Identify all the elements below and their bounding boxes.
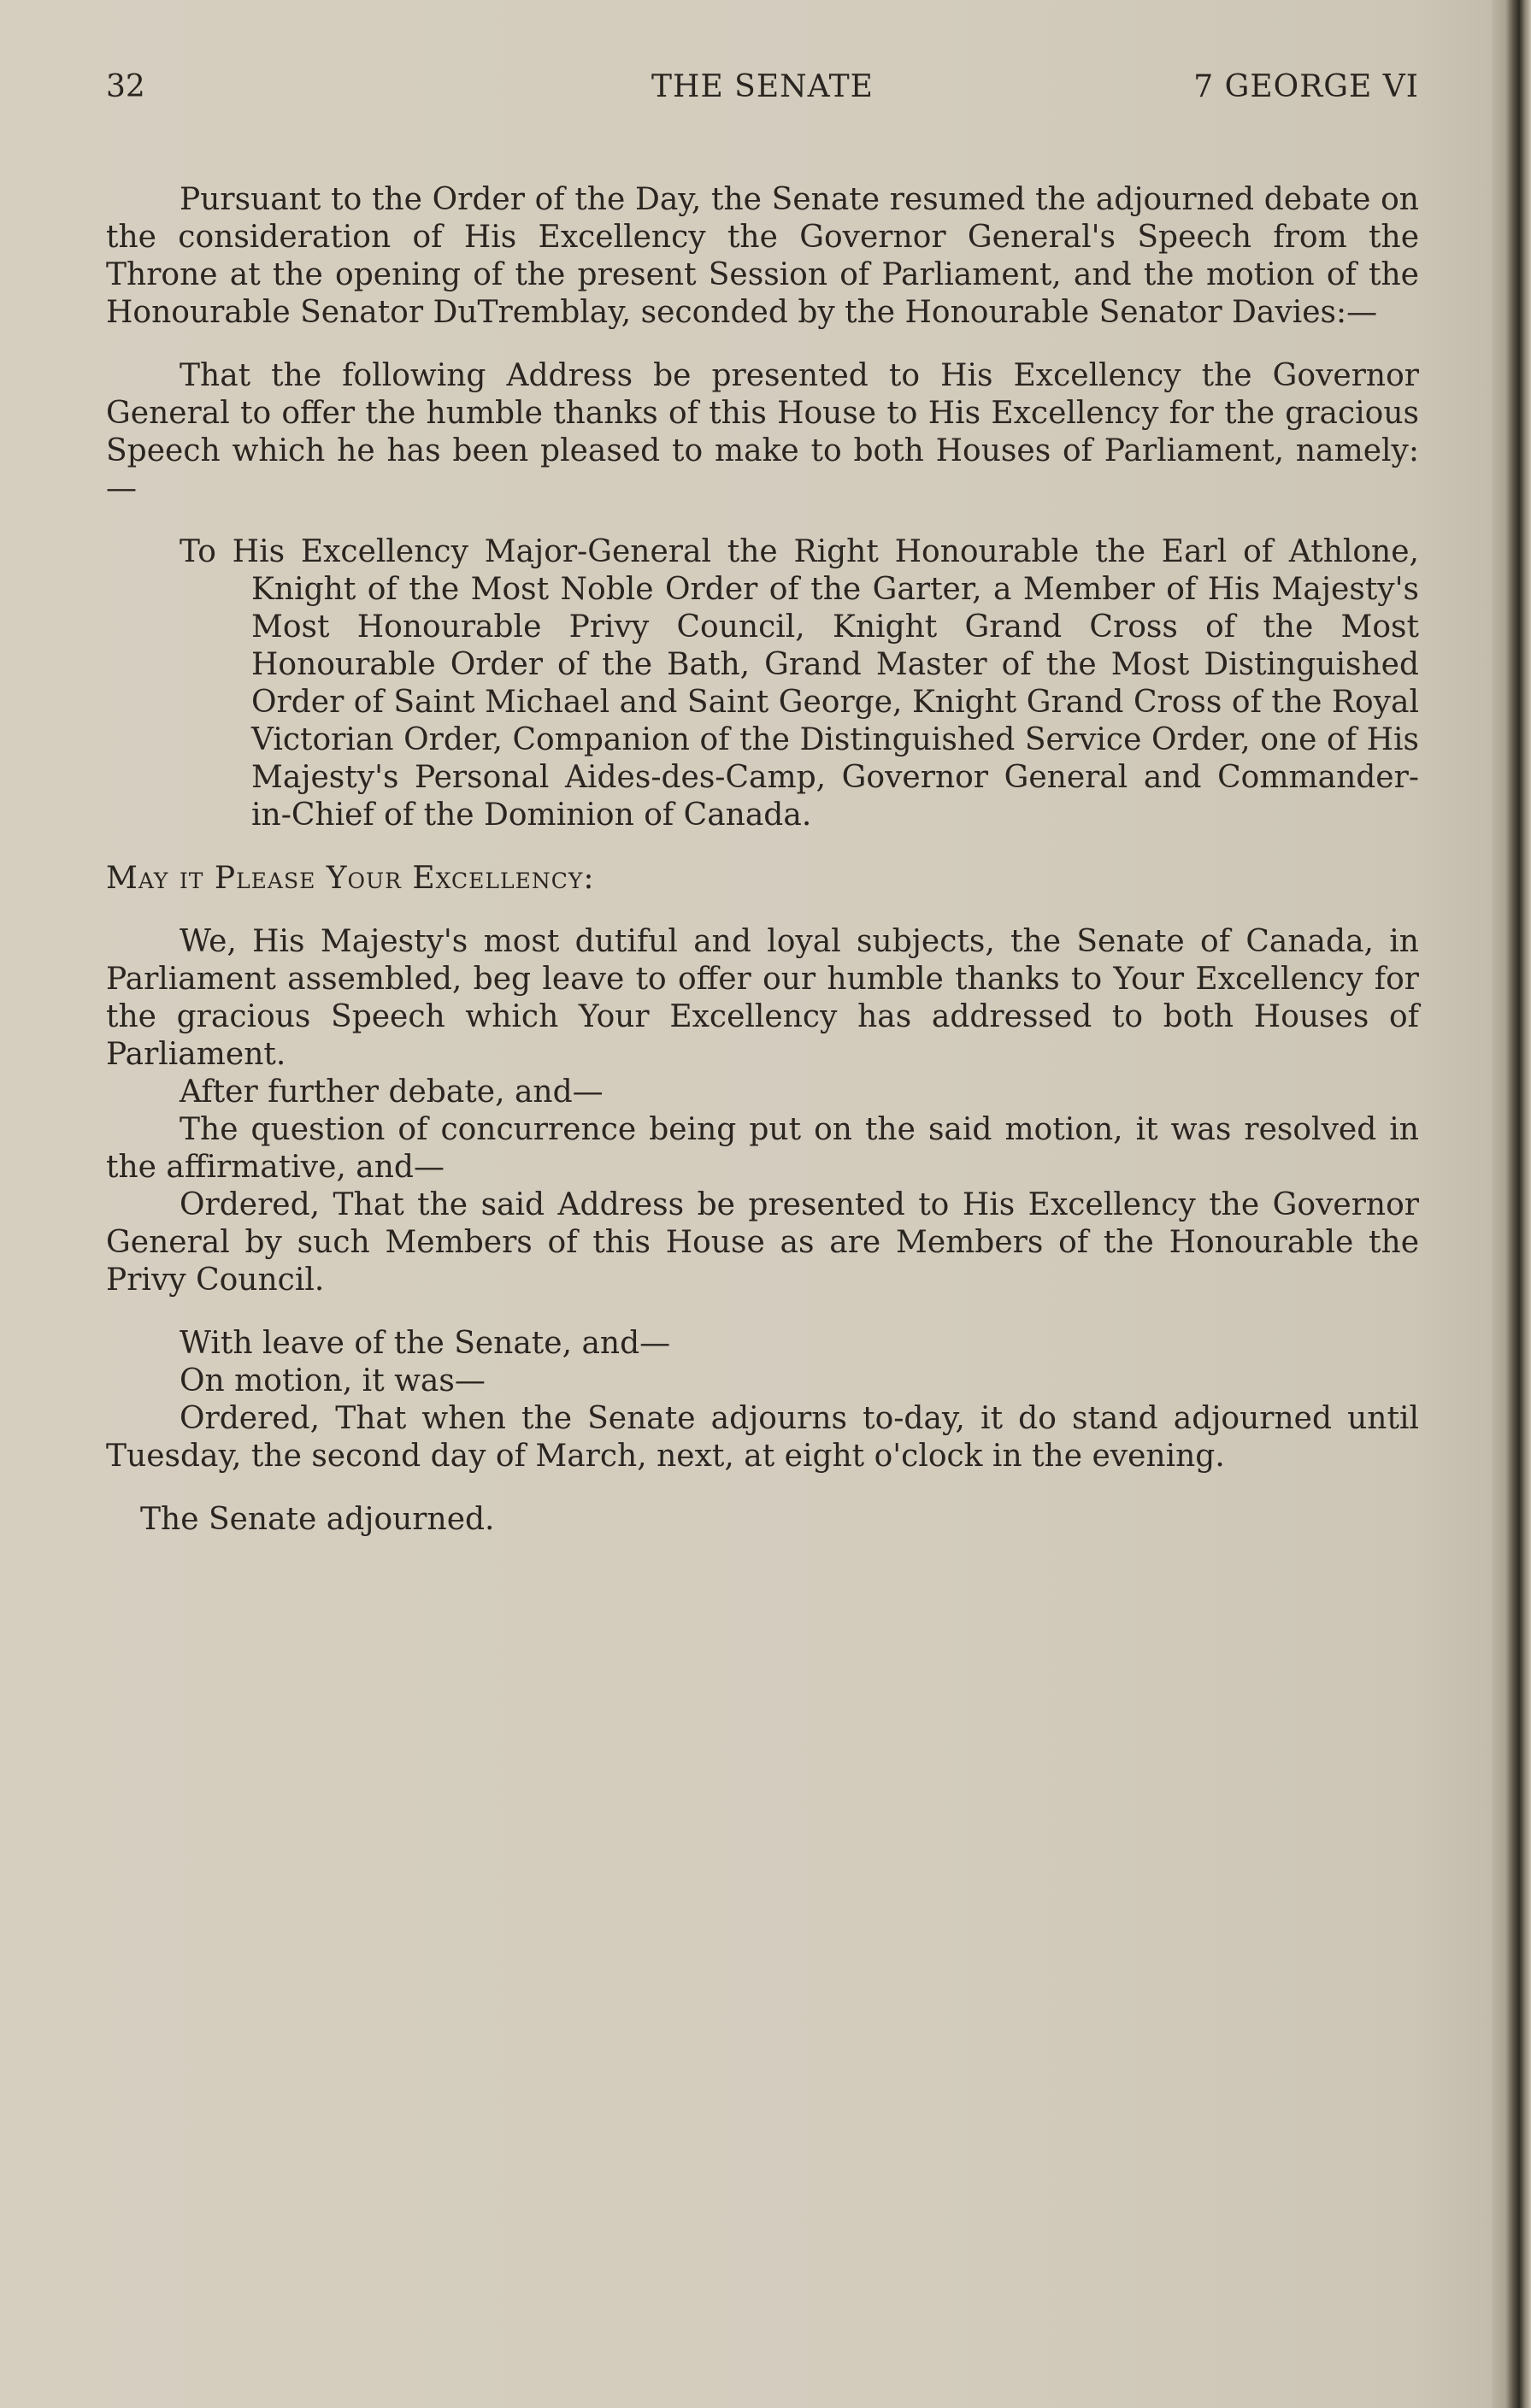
- paragraph-ordered-address: Ordered, That the said Address be presented to His Excellency the Governor General by such Members of this House as are Members of the Honourable the Privy Council.: [106, 1187, 1419, 1298]
- book-binding-edge: [1492, 0, 1531, 2408]
- running-head-title: THE SENATE: [651, 69, 874, 104]
- paragraph-address-text: We, His Majesty's most dutiful and loyal subjects, the Senate of Canada, in Parliament assembled, beg leave to offer our humble thanks to Your Excellency for the gracious Speech which Your Excellency has addressed to both Houses of Parliament.: [106, 924, 1419, 1072]
- regnal-year: 7 GEORGE VI: [1193, 69, 1419, 104]
- paragraph-senate-adjourned: The Senate adjourned.: [140, 1502, 495, 1537]
- paragraph-leave-of-senate: With leave of the Senate, and—: [180, 1326, 671, 1361]
- paragraph-order-of-day: Pursuant to the Order of the Day, the Senate resumed the adjourned debate on the consideration of His Excellency the Governor General's Speech from the Throne at the opening of the present Session of Parliament, and the motion of the Honourable Senator DuTremblay, seconded by the Honourable Senator Davies:—: [106, 182, 1419, 330]
- paragraph-ordered-adjourn: Ordered, That when the Senate adjourns to-day, it do stand adjourned until Tuesday, the second day of March, next, at eight o'clock in the evening.: [106, 1401, 1419, 1474]
- page-number: 32: [106, 69, 145, 104]
- paragraph-question-concurrence: The question of concurrence being put on the said motion, it was resolved in the affirmative, and—: [106, 1112, 1419, 1185]
- paragraph-further-debate: After further debate, and—: [180, 1074, 604, 1110]
- address-recipient: To His Excellency Major-General the Right Honourable the Earl of Athlone, Knight of the Most Noble Order of the Garter, a Member of His Majesty's Most Honourable Privy Council, Knight Grand Cross of the Most Honourable Order of the Bath, Grand Master of the Most Distinguished Order of Saint Michael and Saint George, Knight Grand Cross of the Royal Victorian Order, Companion of the Distinguished Service Order, one of His Majesty's Personal Aides-des-Camp, Governor General and Commander-in-Chief of the Dominion of Canada.: [180, 534, 1419, 833]
- salutation: May it Please Your Excellency:: [106, 861, 595, 896]
- paragraph-address-motion: That the following Address be presented to His Excellency the Governor General to offer the humble thanks of this House to His Excellency for the gracious Speech which he has been pleased to make to both Houses of Parliament, namely:—: [106, 358, 1419, 506]
- paragraph-on-motion: On motion, it was—: [180, 1363, 486, 1398]
- running-head: [106, 68, 1419, 115]
- page-body: [106, 68, 1419, 1539]
